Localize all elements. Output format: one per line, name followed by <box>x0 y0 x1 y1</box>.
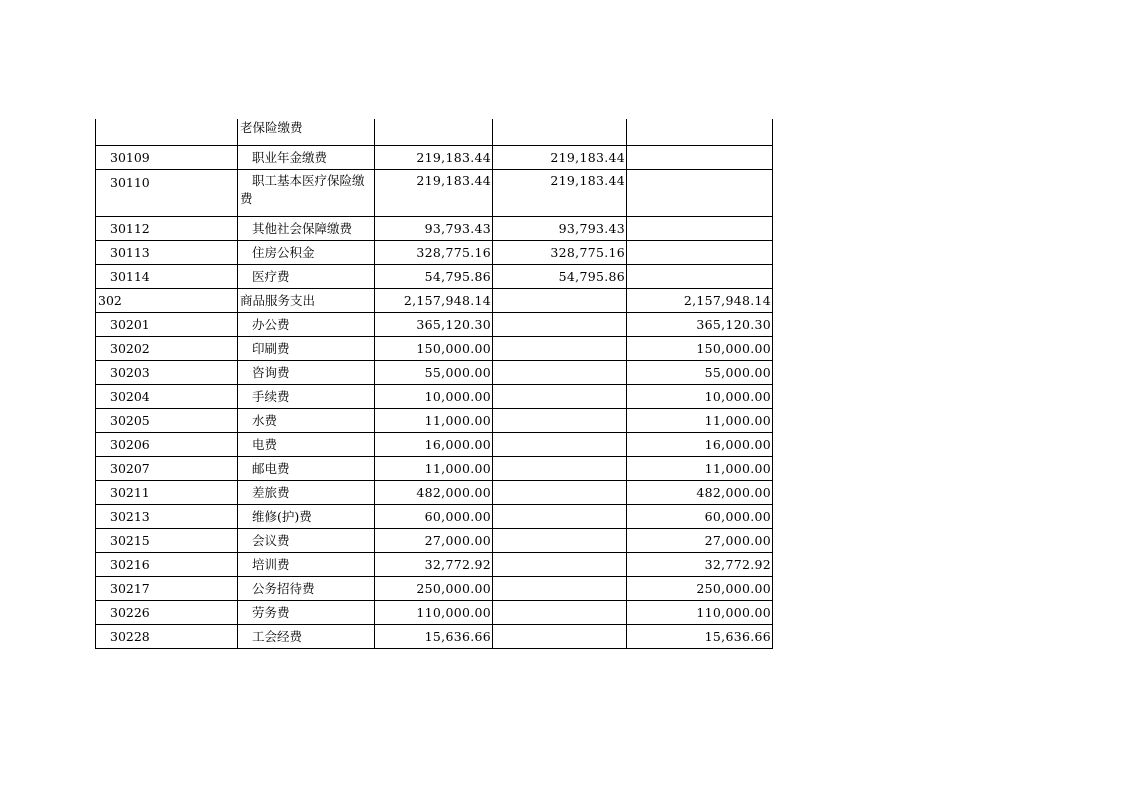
code-cell: 30112 <box>96 217 238 241</box>
table-row <box>96 313 773 337</box>
amount-cell: 16,000.00 <box>627 433 773 457</box>
amount-cell <box>493 337 627 361</box>
table-row <box>96 553 773 577</box>
amount-cell <box>627 119 773 146</box>
table-row <box>96 265 773 289</box>
name-cell: 老保险缴费 <box>238 119 375 146</box>
code-cell: 30201 <box>96 313 238 337</box>
name-cell: 水费 <box>238 409 375 433</box>
table-row <box>96 481 773 505</box>
amount-cell <box>493 481 627 505</box>
table-row <box>96 409 773 433</box>
code-cell: 30202 <box>96 337 238 361</box>
name-cell: 商品服务支出 <box>238 289 375 313</box>
amount-cell: 60,000.00 <box>375 505 493 529</box>
table-row <box>96 361 773 385</box>
amount-cell: 11,000.00 <box>627 409 773 433</box>
table-row <box>96 577 773 601</box>
amount-cell: 93,793.43 <box>493 217 627 241</box>
amount-cell: 54,795.86 <box>493 265 627 289</box>
amount-cell: 10,000.00 <box>627 385 773 409</box>
amount-cell: 365,120.30 <box>375 313 493 337</box>
name-cell: 公务招待费 <box>238 577 375 601</box>
code-cell: 30110 <box>96 170 238 217</box>
budget-table <box>95 119 773 649</box>
amount-cell: 110,000.00 <box>627 601 773 625</box>
name-cell: 咨询费 <box>238 361 375 385</box>
amount-cell <box>493 289 627 313</box>
amount-cell: 93,793.43 <box>375 217 493 241</box>
amount-cell <box>493 625 627 649</box>
amount-cell <box>375 119 493 146</box>
amount-cell: 219,183.44 <box>493 170 627 217</box>
amount-cell: 250,000.00 <box>375 577 493 601</box>
table-row <box>96 170 773 217</box>
table-row <box>96 385 773 409</box>
name-cell: 手续费 <box>238 385 375 409</box>
amount-cell: 55,000.00 <box>375 361 493 385</box>
amount-cell: 11,000.00 <box>375 457 493 481</box>
name-cell: 职业年金缴费 <box>238 146 375 170</box>
amount-cell: 2,157,948.14 <box>375 289 493 313</box>
amount-cell: 32,772.92 <box>375 553 493 577</box>
name-cell: 电费 <box>238 433 375 457</box>
amount-cell: 219,183.44 <box>375 170 493 217</box>
amount-cell: 11,000.00 <box>375 409 493 433</box>
code-cell: 30216 <box>96 553 238 577</box>
amount-cell <box>627 217 773 241</box>
amount-cell: 482,000.00 <box>375 481 493 505</box>
name-cell: 其他社会保障缴费 <box>238 217 375 241</box>
name-cell: 维修(护)费 <box>238 505 375 529</box>
amount-cell: 219,183.44 <box>493 146 627 170</box>
code-cell: 30228 <box>96 625 238 649</box>
amount-cell: 27,000.00 <box>375 529 493 553</box>
code-cell: 30205 <box>96 409 238 433</box>
amount-cell: 15,636.66 <box>627 625 773 649</box>
table-row <box>96 505 773 529</box>
amount-cell <box>493 313 627 337</box>
table-row <box>96 289 773 313</box>
name-cell: 差旅费 <box>238 481 375 505</box>
code-cell: 30206 <box>96 433 238 457</box>
code-cell: 30204 <box>96 385 238 409</box>
amount-cell: 55,000.00 <box>627 361 773 385</box>
code-cell: 30211 <box>96 481 238 505</box>
code-cell: 302 <box>96 289 238 313</box>
name-cell: 邮电费 <box>238 457 375 481</box>
code-cell: 30114 <box>96 265 238 289</box>
amount-cell <box>493 577 627 601</box>
name-cell: 会议费 <box>238 529 375 553</box>
code-cell: 30226 <box>96 601 238 625</box>
amount-cell <box>627 241 773 265</box>
amount-cell <box>627 146 773 170</box>
table-row <box>96 457 773 481</box>
name-cell: 印刷费 <box>238 337 375 361</box>
amount-cell: 482,000.00 <box>627 481 773 505</box>
amount-cell: 60,000.00 <box>627 505 773 529</box>
table-row <box>96 625 773 649</box>
amount-cell: 10,000.00 <box>375 385 493 409</box>
code-cell: 30113 <box>96 241 238 265</box>
table-row <box>96 337 773 361</box>
amount-cell: 365,120.30 <box>627 313 773 337</box>
table-row <box>96 433 773 457</box>
table-row <box>96 217 773 241</box>
amount-cell: 219,183.44 <box>375 146 493 170</box>
code-cell: 30207 <box>96 457 238 481</box>
amount-cell: 15,636.66 <box>375 625 493 649</box>
table-row <box>96 529 773 553</box>
amount-cell: 27,000.00 <box>627 529 773 553</box>
amount-cell: 11,000.00 <box>627 457 773 481</box>
table-row <box>96 146 773 170</box>
amount-cell: 328,775.16 <box>375 241 493 265</box>
code-cell <box>96 119 238 146</box>
amount-cell <box>493 553 627 577</box>
amount-cell: 32,772.92 <box>627 553 773 577</box>
name-cell: 职工基本医疗保险缴费 <box>238 170 375 217</box>
table-row <box>96 601 773 625</box>
table-row <box>96 119 773 146</box>
amount-cell <box>493 385 627 409</box>
amount-cell <box>627 265 773 289</box>
amount-cell <box>493 361 627 385</box>
name-cell: 医疗费 <box>238 265 375 289</box>
amount-cell <box>627 170 773 217</box>
amount-cell: 110,000.00 <box>375 601 493 625</box>
name-cell: 办公费 <box>238 313 375 337</box>
code-cell: 30203 <box>96 361 238 385</box>
code-cell: 30215 <box>96 529 238 553</box>
amount-cell <box>493 505 627 529</box>
amount-cell: 54,795.86 <box>375 265 493 289</box>
amount-cell: 250,000.00 <box>627 577 773 601</box>
amount-cell <box>493 409 627 433</box>
table-row <box>96 241 773 265</box>
name-cell: 住房公积金 <box>238 241 375 265</box>
name-cell: 工会经费 <box>238 625 375 649</box>
amount-cell <box>493 601 627 625</box>
amount-cell <box>493 119 627 146</box>
amount-cell <box>493 529 627 553</box>
amount-cell: 150,000.00 <box>627 337 773 361</box>
code-cell: 30213 <box>96 505 238 529</box>
amount-cell: 328,775.16 <box>493 241 627 265</box>
code-cell: 30109 <box>96 146 238 170</box>
amount-cell <box>493 457 627 481</box>
name-cell: 培训费 <box>238 553 375 577</box>
amount-cell <box>493 433 627 457</box>
amount-cell: 16,000.00 <box>375 433 493 457</box>
amount-cell: 2,157,948.14 <box>627 289 773 313</box>
code-cell: 30217 <box>96 577 238 601</box>
name-cell: 劳务费 <box>238 601 375 625</box>
amount-cell: 150,000.00 <box>375 337 493 361</box>
